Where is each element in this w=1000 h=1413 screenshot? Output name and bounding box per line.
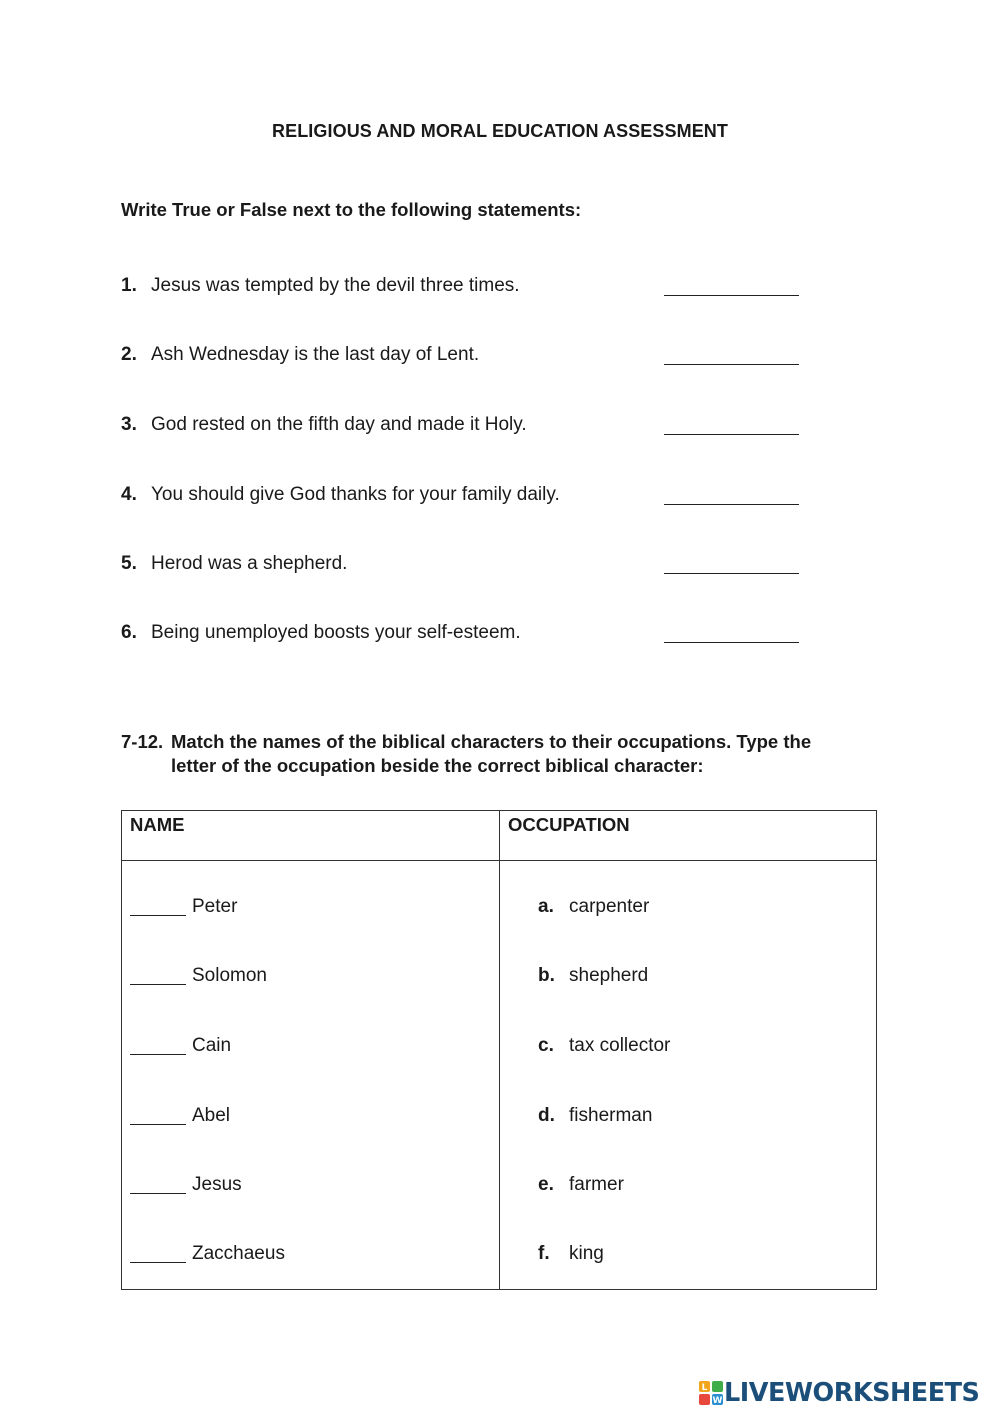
svg-text:W: W [712,1396,723,1406]
section1-instruction: Write True or False next to the following statements: [121,199,582,220]
statement-3 [121,414,801,440]
name-row [130,965,490,989]
svg-text:L: L [701,1383,708,1393]
statement-number: 2. [121,344,137,365]
occupation-text: farmer [569,1174,624,1195]
occupation-letter: f. [538,1243,550,1264]
page-title: RELIGIOUS AND MORAL EDUCATION ASSESSMENT [271,121,729,141]
statement-text: Jesus was tempted by the devil three times. [151,275,520,296]
character-name: Abel [192,1105,231,1126]
character-name: Solomon [192,965,267,986]
match-blank-6[interactable] [130,1262,186,1263]
name-row [130,1174,490,1198]
statement-number: 4. [121,484,137,505]
statement-5 [121,553,801,579]
section2-instruction [121,730,811,778]
header-name: NAME [130,814,185,835]
statement-1 [121,275,801,301]
statement-text: Ash Wednesday is the last day of Lent. [151,344,480,365]
statement-number: 1. [121,275,137,296]
character-name: Peter [192,896,238,917]
character-name: Zacchaeus [192,1243,285,1264]
occupation-row [538,1243,858,1267]
name-row [130,896,490,920]
instruction-line-2: letter of the occupation beside the correct biblical character: [171,755,704,776]
match-blank-1[interactable] [130,915,186,916]
occupation-letter: e. [538,1174,554,1195]
answer-blank-4[interactable] [664,504,799,505]
liveworksheets-logo-icon [698,1380,724,1406]
match-blank-3[interactable] [130,1054,186,1055]
answer-blank-3[interactable] [664,434,799,435]
brand-name: LIVEWORKSHEETS [724,1378,980,1408]
occupation-row [538,896,858,920]
occupation-text: carpenter [569,896,650,917]
statement-text: You should give God thanks for your family daily. [151,484,560,505]
occupation-row [538,1174,858,1198]
header-occupation: OCCUPATION [508,814,630,835]
occupation-text: shepherd [569,965,649,986]
instruction-line-1: Match the names of the biblical characters to their occupations. Type the [171,731,812,752]
occupation-letter: b. [538,965,555,986]
match-blank-4[interactable] [130,1124,186,1125]
character-name: Cain [192,1035,232,1056]
section2-number: 7-12. [121,731,164,752]
liveworksheets-branding[interactable] [698,1376,993,1410]
header-divider [122,860,876,861]
match-blank-5[interactable] [130,1193,186,1194]
occupation-row [538,1035,858,1059]
statement-6 [121,622,801,648]
occupation-row [538,1105,858,1129]
statement-4 [121,484,801,510]
matching-table [121,810,877,1290]
answer-blank-2[interactable] [664,364,799,365]
occupation-letter: a. [538,896,554,917]
match-blank-2[interactable] [130,984,186,985]
statement-text: God rested on the fifth day and made it Holy. [151,414,527,435]
character-name: Jesus [192,1174,242,1195]
statement-text: Herod was a shepherd. [151,553,348,574]
occupation-text: fisherman [569,1105,653,1126]
answer-blank-6[interactable] [664,642,799,643]
name-row [130,1035,490,1059]
occupation-letter: c. [538,1035,554,1056]
answer-blank-1[interactable] [664,295,799,296]
occupation-text: tax collector [569,1035,671,1056]
statement-number: 3. [121,414,137,435]
statement-number: 5. [121,553,137,574]
name-row [130,1243,490,1267]
answer-blank-5[interactable] [664,573,799,574]
name-row [130,1105,490,1129]
column-divider [499,811,500,1289]
statement-number: 6. [121,622,137,643]
statement-text: Being unemployed boosts your self-esteem. [151,622,521,643]
occupation-letter: d. [538,1105,555,1126]
occupation-text: king [569,1243,604,1264]
statement-2 [121,344,801,370]
occupation-row [538,965,858,989]
